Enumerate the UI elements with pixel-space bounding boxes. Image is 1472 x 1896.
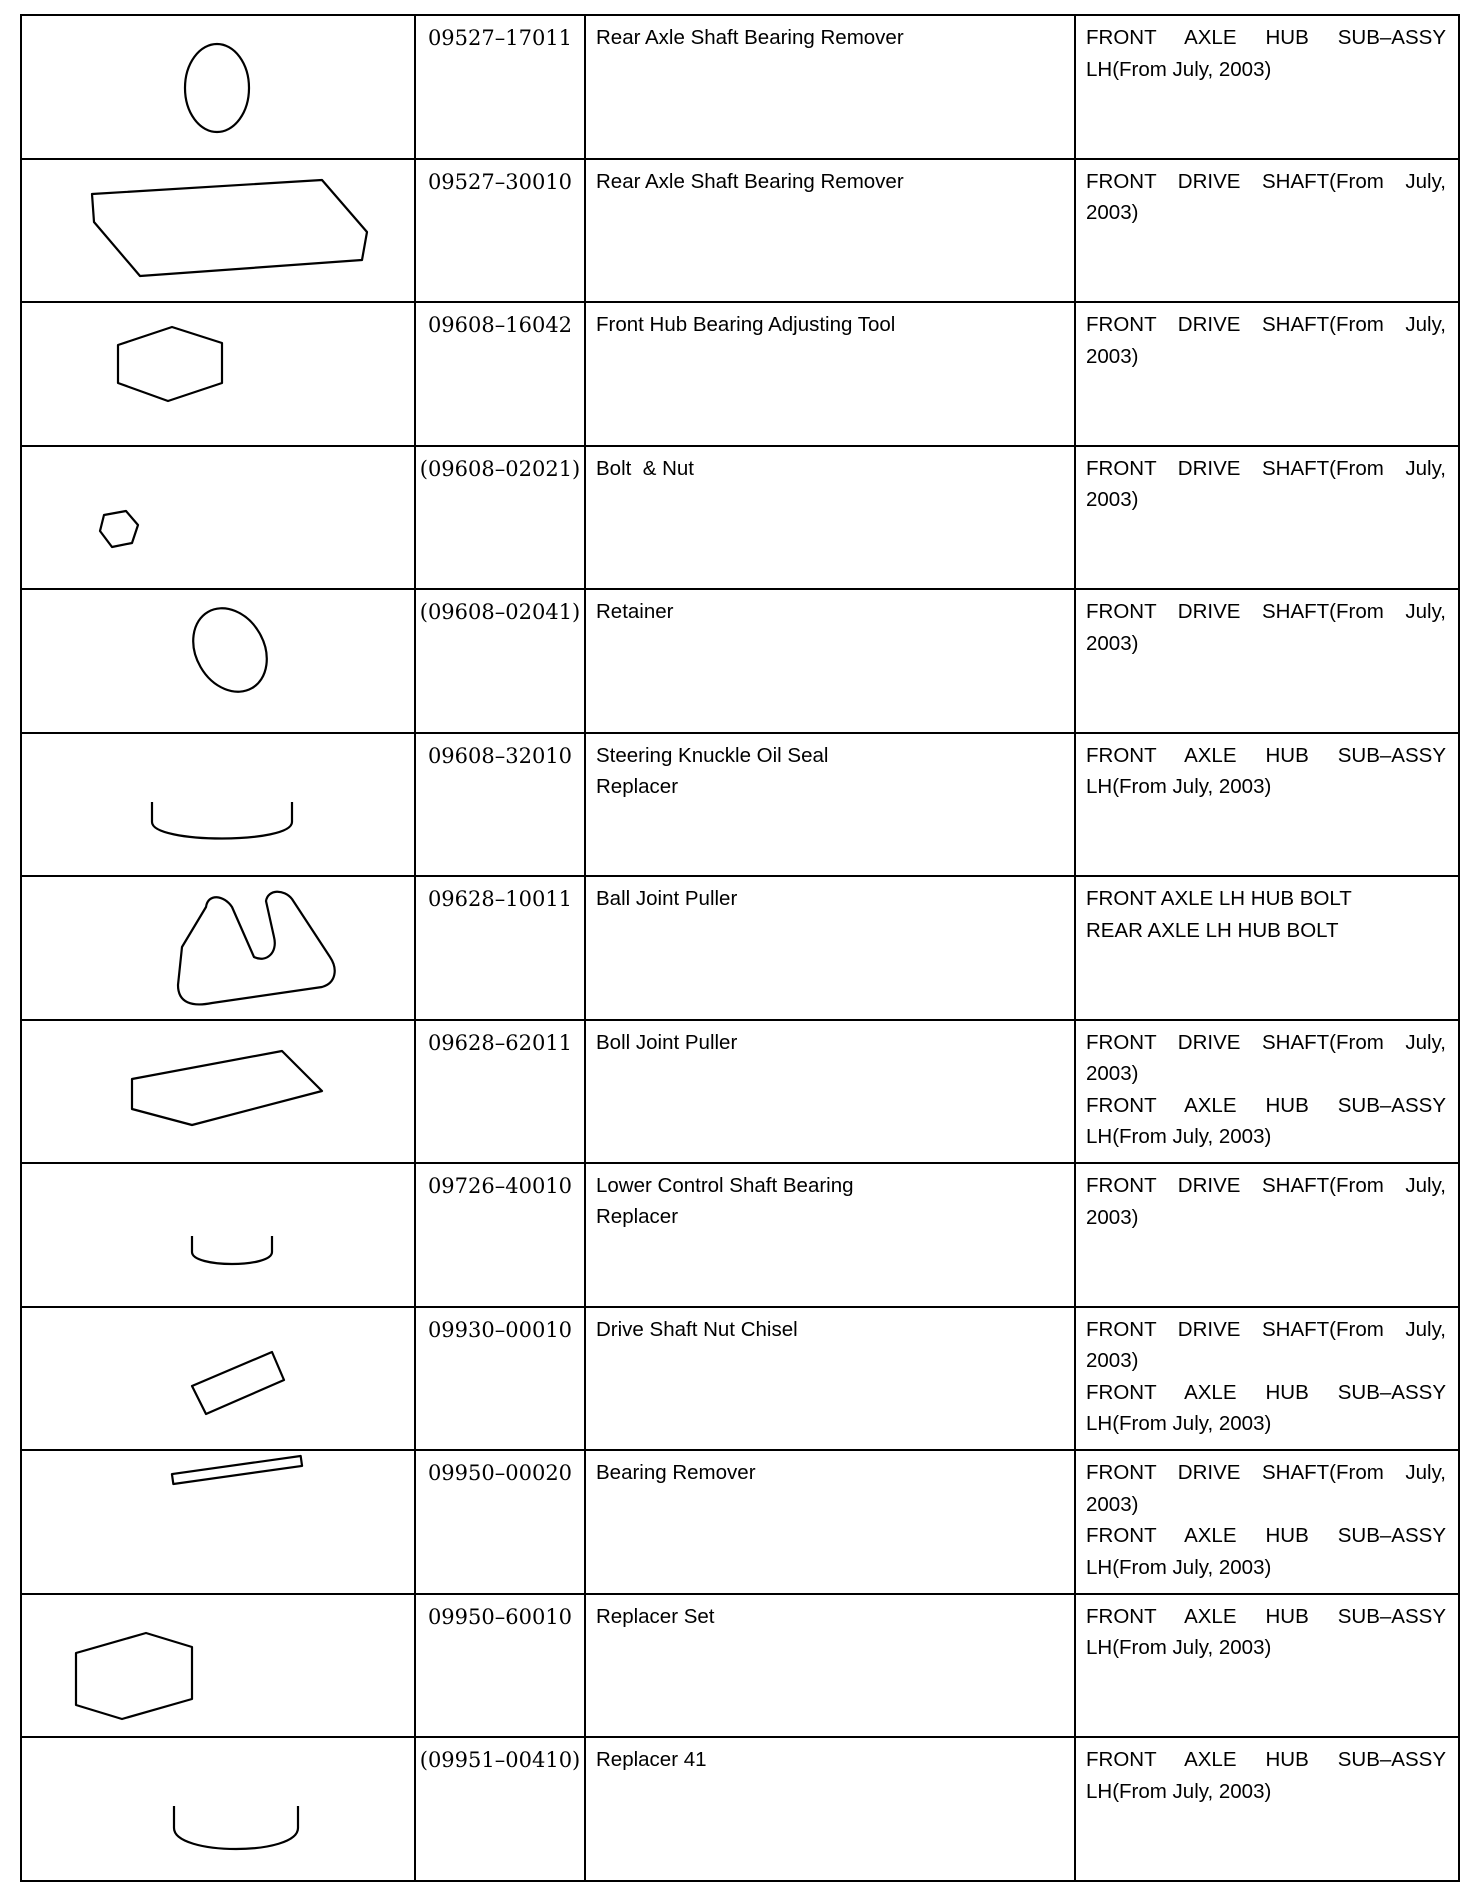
applicable-section-cell <box>1075 1737 1459 1881</box>
applicable-section-line: FRONT AXLE HUB SUB–ASSY <box>1086 1748 1446 1771</box>
tool-row <box>21 1020 1459 1164</box>
tool-row <box>21 876 1459 1020</box>
part-number-cell <box>415 159 585 303</box>
applicable-section-line: 2003) <box>1086 1205 1139 1229</box>
part-number: 09930–00010 <box>427 1317 573 1342</box>
tool-row <box>21 733 1459 877</box>
tool-name: Replacer <box>596 774 679 798</box>
tool-name: Steering Knuckle Oil Seal <box>596 743 829 767</box>
part-number: 09608–16042 <box>427 313 573 337</box>
applicable-section-cell <box>1075 446 1459 590</box>
part-number: 09608–32010 <box>427 743 573 768</box>
applicable-section-line: LH(From July, 2003) <box>1086 775 1272 798</box>
tool-illustration-cell <box>21 302 415 446</box>
tool-drawing <box>132 1051 322 1125</box>
tool-name: Replacer Set <box>596 1604 715 1628</box>
applicable-section-cell <box>1075 733 1459 877</box>
applicable-section-line: LH(From July, 2003) <box>1086 1412 1272 1435</box>
tool-drawing <box>76 1633 192 1719</box>
tool-name: Front Hub Bearing Adjusting Tool <box>596 313 896 336</box>
tool-illustration-cell <box>21 589 415 733</box>
applicable-section-line: 2003) <box>1086 1492 1139 1516</box>
tool-name-cell <box>585 159 1075 303</box>
applicable-section-line: FRONT DRIVE SHAFT(From July, <box>1086 1030 1446 1054</box>
tool-drawing <box>192 1236 272 1264</box>
part-number-cell <box>415 876 585 1020</box>
tool-kit-box-icon <box>22 303 414 444</box>
tool-drawing <box>178 892 335 1005</box>
special-service-tools-table <box>20 14 1460 1882</box>
bearing-remover-icon <box>22 1451 414 1592</box>
applicable-section-line: 2003) <box>1086 631 1139 655</box>
part-number: 09527–17011 <box>427 26 573 50</box>
applicable-section-line: FRONT DRIVE SHAFT(From July, <box>1086 313 1446 336</box>
applicable-section-line: FRONT AXLE HUB SUB–ASSY <box>1086 1524 1446 1547</box>
tool-illustration-cell <box>21 15 415 159</box>
tool-name-cell <box>585 1307 1075 1451</box>
tool-name-cell <box>585 1737 1075 1881</box>
tool-drawing <box>174 1806 298 1849</box>
split-plate-icon <box>22 160 414 301</box>
washer-icon <box>22 590 414 731</box>
applicable-section-cell <box>1075 1307 1459 1451</box>
tool-name: Drive Shaft Nut Chisel <box>596 1317 798 1341</box>
tool-name-cell <box>585 1450 1075 1594</box>
bearing-replacer-icon <box>22 1164 414 1305</box>
cup-remover-icon <box>22 16 414 157</box>
part-number-cell <box>415 1450 585 1594</box>
tool-name-cell <box>585 1020 1075 1164</box>
part-number-cell <box>415 733 585 877</box>
applicable-section-line: FRONT AXLE HUB SUB–ASSY <box>1086 26 1446 49</box>
tool-name-cell <box>585 589 1075 733</box>
part-number: 09628–62011 <box>427 1030 573 1055</box>
applicable-section-line: LH(From July, 2003) <box>1086 1125 1272 1148</box>
tool-drawing <box>100 511 138 547</box>
applicable-section-line: FRONT AXLE HUB SUB–ASSY <box>1086 1604 1446 1628</box>
tool-illustration-cell <box>21 1163 415 1307</box>
bolt-nut-icon <box>22 447 414 588</box>
tool-illustration-cell <box>21 1737 415 1881</box>
tool-row <box>21 1737 1459 1881</box>
part-number-cell <box>415 1163 585 1307</box>
applicable-section-cell <box>1075 1594 1459 1738</box>
part-number: (09608–02021) <box>419 456 581 481</box>
tool-name: Ball Joint Puller <box>596 887 738 910</box>
tool-row <box>21 1163 1459 1307</box>
applicable-section-cell <box>1075 1450 1459 1594</box>
tool-row <box>21 302 1459 446</box>
tool-illustration-cell <box>21 733 415 877</box>
tool-illustration-cell <box>21 1594 415 1738</box>
applicable-section-cell <box>1075 1020 1459 1164</box>
tool-drawing <box>179 595 282 705</box>
applicable-section-line: 2003) <box>1086 488 1139 511</box>
tool-illustration-cell <box>21 1020 415 1164</box>
applicable-section-line: FRONT DRIVE SHAFT(From July, <box>1086 169 1446 193</box>
applicable-section-cell <box>1075 1163 1459 1307</box>
boll-joint-puller-icon <box>22 1021 414 1162</box>
tool-drawing <box>118 327 222 401</box>
applicable-section-cell <box>1075 302 1459 446</box>
applicable-section-line: REAR AXLE LH HUB BOLT <box>1086 918 1339 942</box>
tool-name-cell <box>585 1163 1075 1307</box>
applicable-section-cell <box>1075 589 1459 733</box>
tool-drawing <box>192 1352 284 1414</box>
applicable-section-cell <box>1075 876 1459 1020</box>
applicable-section-line: FRONT AXLE HUB SUB–ASSY <box>1086 1380 1446 1404</box>
tool-illustration-cell <box>21 1450 415 1594</box>
applicable-section-line: LH(From July, 2003) <box>1086 1555 1272 1579</box>
part-number-cell <box>415 1307 585 1451</box>
tool-name-cell <box>585 446 1075 590</box>
tool-illustration-cell <box>21 1307 415 1451</box>
applicable-section-line: LH(From July, 2003) <box>1086 57 1272 81</box>
tools-table-body <box>21 15 1459 1881</box>
applicable-section-line: FRONT DRIVE SHAFT(From July, <box>1086 1461 1446 1484</box>
part-number-cell <box>415 302 585 446</box>
applicable-section-line: LH(From July, 2003) <box>1086 1636 1272 1659</box>
tool-row <box>21 589 1459 733</box>
tool-drawing <box>172 1456 302 1484</box>
seal-replacer-icon <box>22 734 414 875</box>
tool-name-cell <box>585 733 1075 877</box>
tool-name: Rear Axle Shaft Bearing Remover <box>596 26 904 49</box>
part-number-cell <box>415 1020 585 1164</box>
part-number: (09951–00410) <box>419 1748 581 1772</box>
applicable-section-line: FRONT AXLE LH HUB BOLT <box>1086 887 1352 910</box>
tool-name: Bearing Remover <box>596 1461 756 1484</box>
tool-drawing <box>92 180 367 276</box>
part-number: 09950–00020 <box>427 1461 573 1485</box>
ball-joint-puller-icon <box>22 877 414 1018</box>
part-number: (09608–02041) <box>419 600 581 624</box>
tool-row <box>21 1307 1459 1451</box>
tool-name: Lower Control Shaft Bearing <box>596 1174 854 1197</box>
replacer-set-case-icon <box>22 1595 414 1736</box>
applicable-section-line: 2003) <box>1086 1062 1139 1085</box>
tool-name-cell <box>585 302 1075 446</box>
chisel-icon <box>22 1308 414 1449</box>
tool-illustration-cell <box>21 159 415 303</box>
part-number: 09726–40010 <box>427 1174 573 1198</box>
tool-name: Boll Joint Puller <box>596 1030 738 1054</box>
part-number-cell <box>415 1737 585 1881</box>
applicable-section-line: 2003) <box>1086 344 1139 368</box>
tool-illustration-cell <box>21 876 415 1020</box>
tool-name-cell <box>585 876 1075 1020</box>
applicable-section-line: LH(From July, 2003) <box>1086 1779 1272 1803</box>
applicable-section-line: FRONT DRIVE SHAFT(From July, <box>1086 1174 1446 1197</box>
tool-row <box>21 15 1459 159</box>
part-number-cell <box>415 446 585 590</box>
applicable-section-cell <box>1075 15 1459 159</box>
tool-name-cell <box>585 1594 1075 1738</box>
tool-name: Replacer 41 <box>596 1748 707 1771</box>
ring-replacer-icon <box>22 1738 414 1879</box>
applicable-section-line: 2003) <box>1086 201 1139 224</box>
tool-drawing <box>152 802 292 839</box>
tool-name: Retainer <box>596 600 674 623</box>
applicable-section-cell <box>1075 159 1459 303</box>
tool-illustration-cell <box>21 446 415 590</box>
tool-row <box>21 1450 1459 1594</box>
applicable-section-line: FRONT AXLE HUB SUB–ASSY <box>1086 743 1446 767</box>
part-number: 09628–10011 <box>427 887 573 911</box>
part-number: 09527–30010 <box>427 169 573 194</box>
part-number-cell <box>415 589 585 733</box>
part-number-cell <box>415 15 585 159</box>
tool-name: Bolt & Nut <box>596 456 694 480</box>
tool-name: Rear Axle Shaft Bearing Remover <box>596 169 904 193</box>
tool-row <box>21 446 1459 590</box>
tool-drawing <box>185 44 249 132</box>
part-number: 09950–60010 <box>427 1604 573 1629</box>
applicable-section-line: 2003) <box>1086 1349 1139 1372</box>
tool-name-cell <box>585 15 1075 159</box>
applicable-section-line: FRONT DRIVE SHAFT(From July, <box>1086 456 1446 480</box>
part-number-cell <box>415 1594 585 1738</box>
tool-row <box>21 159 1459 303</box>
applicable-section-line: FRONT DRIVE SHAFT(From July, <box>1086 1317 1446 1341</box>
applicable-section-line: FRONT AXLE HUB SUB–ASSY <box>1086 1093 1446 1117</box>
tool-name: Replacer <box>596 1205 679 1228</box>
tool-row <box>21 1594 1459 1738</box>
applicable-section-line: FRONT DRIVE SHAFT(From July, <box>1086 600 1446 623</box>
